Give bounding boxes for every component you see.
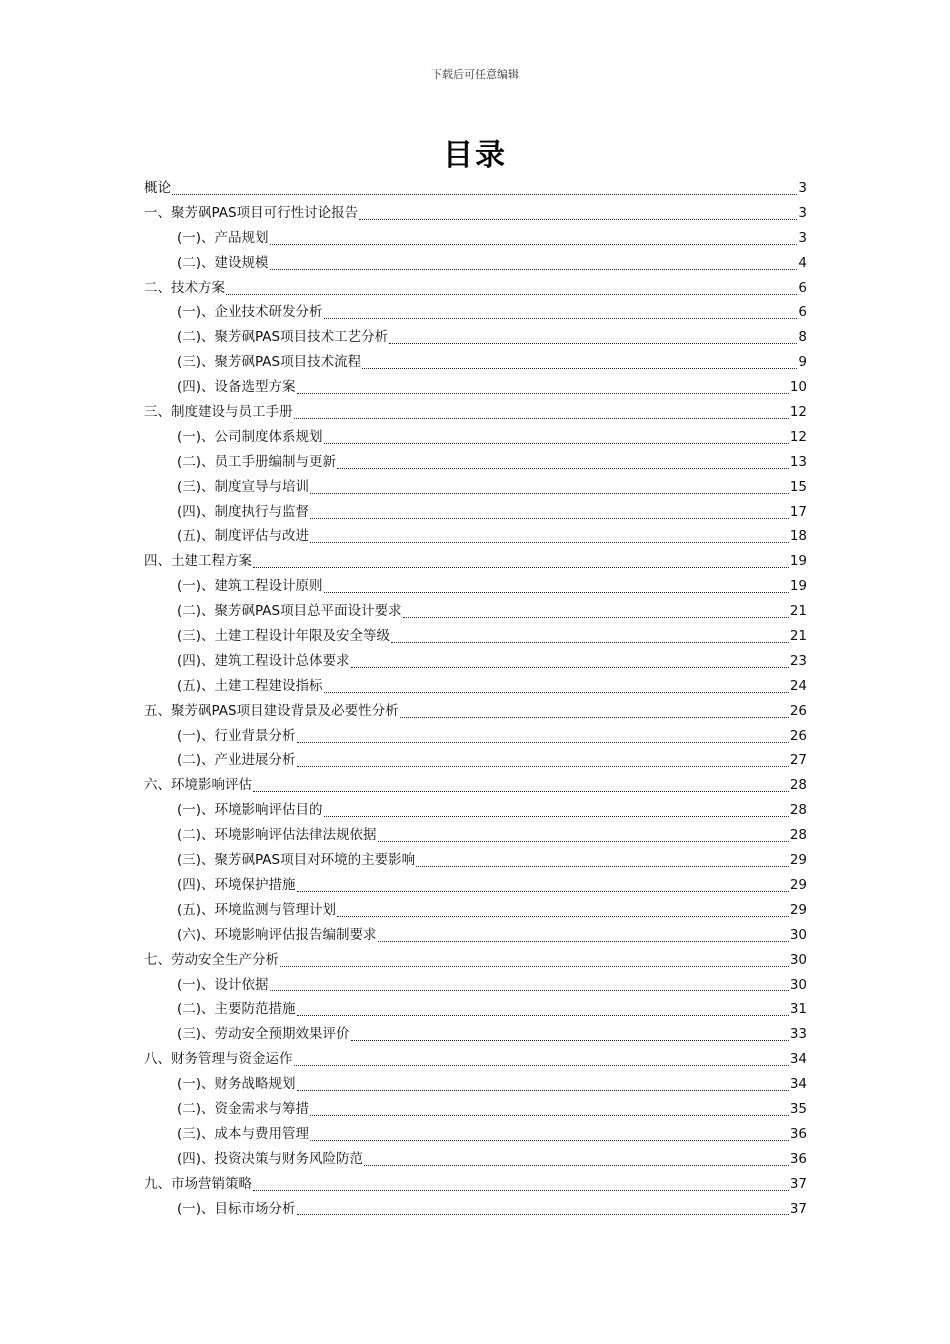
toc-entry-page-number: 3: [798, 204, 807, 221]
toc-entry-page-number: 26: [789, 702, 807, 719]
toc-dot-leader: [364, 1165, 789, 1166]
toc-entry-label: (四)、设备选型方案: [177, 379, 296, 396]
toc-entry-page-number: 28: [789, 827, 807, 844]
toc-entry-page-number: 28: [789, 777, 807, 794]
toc-entry[interactable]: [144, 1097, 807, 1122]
toc-entry[interactable]: [144, 276, 807, 301]
toc-entry-label: 五、聚芳砜PAS项目建设背景及必要性分析: [144, 702, 399, 719]
toc-dot-leader: [297, 1090, 789, 1091]
toc-entry[interactable]: [144, 699, 807, 724]
toc-entry-label: (六)、环境影响评估报告编制要求: [177, 926, 377, 943]
toc-entry[interactable]: [144, 997, 807, 1022]
toc-entry-label: (二)、主要防范措施: [177, 1001, 296, 1018]
toc-dot-leader: [280, 966, 789, 967]
toc-entry-page-number: 29: [789, 852, 807, 869]
toc-entry-label: (一)、行业背景分析: [177, 727, 296, 744]
toc-entry[interactable]: [144, 1147, 807, 1172]
toc-entry-page-number: 36: [789, 1125, 807, 1142]
toc-entry-page-number: 4: [798, 254, 807, 271]
toc-dot-leader: [172, 194, 797, 195]
page-header-note: 下载后可任意编辑: [431, 68, 519, 81]
toc-entry-page-number: 34: [789, 1076, 807, 1093]
toc-entry-page-number: 9: [798, 354, 807, 371]
toc-entry[interactable]: [144, 524, 807, 549]
toc-entry-label: (一)、建筑工程设计原则: [177, 578, 323, 595]
toc-entry-page-number: 35: [789, 1100, 807, 1117]
toc-entry-page-number: 19: [789, 553, 807, 570]
toc-dot-leader: [324, 816, 789, 817]
toc-entry[interactable]: [144, 450, 807, 475]
page-title: 目录: [443, 138, 507, 173]
toc-entry-page-number: 29: [789, 876, 807, 893]
toc-dot-leader: [294, 1065, 789, 1066]
toc-dot-leader: [226, 294, 797, 295]
toc-entry-label: (一)、财务战略规划: [177, 1076, 296, 1093]
toc-entry-page-number: 13: [789, 453, 807, 470]
toc-dot-leader: [324, 318, 798, 319]
toc-entry-page-number: 21: [789, 603, 807, 620]
toc-entry[interactable]: [144, 823, 807, 848]
toc-entry-label: 三、制度建设与员工手册: [144, 404, 293, 421]
toc-entry-label: (五)、土建工程建设指标: [177, 677, 323, 694]
toc-entry[interactable]: [144, 748, 807, 773]
toc-entry[interactable]: [144, 1022, 807, 1047]
toc-dot-leader: [359, 219, 797, 220]
toc-entry-label: (三)、土建工程设计年限及安全等级: [177, 628, 391, 645]
toc-entry-page-number: 19: [789, 578, 807, 595]
toc-entry-label: (二)、环境影响评估法律法规依据: [177, 827, 377, 844]
toc-entry-page-number: 10: [789, 379, 807, 396]
toc-entry-page-number: 17: [789, 503, 807, 520]
toc-entry[interactable]: [144, 948, 807, 973]
toc-entry[interactable]: [144, 549, 807, 574]
toc-entry-page-number: 36: [789, 1150, 807, 1167]
toc-entry-page-number: 34: [789, 1051, 807, 1068]
toc-entry-label: (三)、聚芳砜PAS项目技术流程: [177, 354, 362, 371]
toc-dot-leader: [253, 1190, 789, 1191]
toc-entry-label: (四)、制度执行与监督: [177, 503, 310, 520]
toc-entry-page-number: 37: [789, 1175, 807, 1192]
toc-entry-page-number: 3: [798, 229, 807, 246]
toc-entry[interactable]: [144, 1122, 807, 1147]
toc-entry-label: 七、劳动安全生产分析: [144, 951, 279, 968]
toc-entry-page-number: 24: [789, 677, 807, 694]
toc-dot-leader: [416, 866, 789, 867]
toc-entry-label: (五)、环境监测与管理计划: [177, 901, 337, 918]
toc-entry-label: (二)、员工手册编制与更新: [177, 453, 337, 470]
toc-entry-page-number: 12: [789, 428, 807, 445]
toc-dot-leader: [378, 841, 789, 842]
toc-entry[interactable]: [144, 475, 807, 500]
toc-entry-label: (三)、成本与费用管理: [177, 1125, 310, 1142]
toc-dot-leader: [294, 418, 789, 419]
toc-dot-leader: [337, 916, 789, 917]
toc-dot-leader: [391, 642, 789, 643]
toc-entry-label: 九、市场营销策略: [144, 1175, 252, 1192]
toc-entry-label: (一)、目标市场分析: [177, 1200, 296, 1217]
toc-entry-page-number: 31: [789, 1001, 807, 1018]
toc-dot-leader: [337, 468, 789, 469]
toc-dot-leader: [310, 1115, 789, 1116]
toc-entry-label: (三)、劳动安全预期效果评价: [177, 1026, 350, 1043]
toc-entry[interactable]: [144, 500, 807, 525]
toc-dot-leader: [310, 1140, 789, 1141]
toc-entry-label: 概论: [144, 180, 171, 196]
toc-entry[interactable]: [144, 350, 807, 375]
toc-entry[interactable]: [144, 1047, 807, 1072]
toc-entry-label: (一)、环境影响评估目的: [177, 802, 323, 819]
toc-entry-page-number: 30: [789, 926, 807, 943]
toc-entry-label: (一)、设计依据: [177, 976, 269, 993]
toc-entry[interactable]: [144, 400, 807, 425]
toc-dot-leader: [351, 1040, 789, 1041]
toc-entry-label: (二)、建设规模: [177, 254, 269, 271]
toc-entry-label: (一)、产品规划: [177, 229, 269, 246]
toc-entry[interactable]: [144, 873, 807, 898]
toc-dot-leader: [297, 766, 789, 767]
toc-entry-label: (四)、建筑工程设计总体要求: [177, 652, 350, 669]
toc-entry-page-number: 15: [789, 478, 807, 495]
toc-entry[interactable]: [144, 649, 807, 674]
toc-entry-label: 二、技术方案: [144, 279, 225, 296]
toc-entry[interactable]: [144, 599, 807, 624]
toc-dot-leader: [324, 443, 789, 444]
toc-entry-label: (二)、聚芳砜PAS项目总平面设计要求: [177, 603, 402, 620]
toc-entry[interactable]: [144, 898, 807, 923]
toc-entry-page-number: 27: [789, 752, 807, 769]
toc-entry[interactable]: [144, 226, 807, 251]
toc-dot-leader: [324, 592, 789, 593]
toc-entry[interactable]: [144, 848, 807, 873]
toc-dot-leader: [270, 269, 798, 270]
toc-dot-leader: [400, 717, 789, 718]
toc-entry-page-number: 26: [789, 727, 807, 744]
toc-dot-leader: [310, 542, 789, 543]
toc-entry-page-number: 28: [789, 802, 807, 819]
toc-dot-leader: [253, 791, 789, 792]
toc-entry[interactable]: [144, 1072, 807, 1097]
toc-dot-leader: [270, 990, 789, 991]
toc-entry-page-number: 6: [798, 279, 807, 296]
toc-dot-leader: [253, 567, 789, 568]
toc-entry[interactable]: [144, 773, 807, 798]
toc-dot-leader: [310, 493, 789, 494]
table-of-contents: [144, 176, 807, 1221]
toc-entry-label: (一)、公司制度体系规划: [177, 428, 323, 445]
toc-dot-leader: [310, 518, 789, 519]
toc-entry[interactable]: [144, 574, 807, 599]
toc-entry[interactable]: [144, 375, 807, 400]
toc-entry-page-number: 33: [789, 1026, 807, 1043]
toc-dot-leader: [297, 742, 789, 743]
toc-entry[interactable]: [144, 300, 807, 325]
toc-entry[interactable]: [144, 973, 807, 998]
toc-entry[interactable]: [144, 798, 807, 823]
toc-dot-leader: [389, 343, 797, 344]
toc-entry[interactable]: [144, 624, 807, 649]
toc-entry-label: (五)、制度评估与改进: [177, 528, 310, 545]
toc-entry[interactable]: [144, 724, 807, 749]
toc-entry-page-number: 30: [789, 976, 807, 993]
toc-entry-label: (四)、环境保护措施: [177, 876, 296, 893]
toc-entry-label: (二)、聚芳砜PAS项目技术工艺分析: [177, 329, 389, 346]
toc-entry-label: 一、聚芳砜PAS项目可行性讨论报告: [144, 204, 359, 221]
toc-entry-page-number: 21: [789, 628, 807, 645]
toc-dot-leader: [403, 617, 789, 618]
toc-entry[interactable]: [144, 674, 807, 699]
toc-entry-label: (四)、投资决策与财务风险防范: [177, 1150, 364, 1167]
toc-entry-page-number: 29: [789, 901, 807, 918]
toc-entry[interactable]: [144, 201, 807, 226]
toc-entry-page-number: 3: [798, 180, 807, 196]
toc-dot-leader: [297, 1015, 789, 1016]
toc-entry-label: (一)、企业技术研发分析: [177, 304, 323, 321]
toc-entry-page-number: 30: [789, 951, 807, 968]
toc-dot-leader: [270, 244, 798, 245]
toc-dot-leader: [297, 1214, 789, 1215]
toc-entry-page-number: 37: [789, 1200, 807, 1217]
toc-entry[interactable]: [144, 1197, 807, 1222]
toc-dot-leader: [362, 368, 797, 369]
toc-entry[interactable]: [144, 325, 807, 350]
toc-entry[interactable]: [144, 251, 807, 276]
toc-dot-leader: [297, 393, 789, 394]
toc-entry-label: (二)、资金需求与筹措: [177, 1100, 310, 1117]
toc-entry-page-number: 6: [798, 304, 807, 321]
toc-entry-page-number: 12: [789, 404, 807, 421]
toc-entry[interactable]: [144, 923, 807, 948]
toc-entry-page-number: 18: [789, 528, 807, 545]
toc-entry-label: (三)、制度宣导与培训: [177, 478, 310, 495]
toc-entry[interactable]: [144, 1172, 807, 1197]
toc-entry[interactable]: [144, 425, 807, 450]
toc-entry[interactable]: [144, 176, 807, 201]
toc-entry-label: 六、环境影响评估: [144, 777, 252, 794]
toc-entry-label: 八、财务管理与资金运作: [144, 1051, 293, 1068]
toc-dot-leader: [351, 667, 789, 668]
toc-dot-leader: [324, 692, 789, 693]
toc-dot-leader: [297, 891, 789, 892]
toc-entry-label: 四、土建工程方案: [144, 553, 252, 570]
toc-entry-label: (三)、聚芳砜PAS项目对环境的主要影响: [177, 852, 416, 869]
toc-dot-leader: [378, 941, 789, 942]
toc-entry-page-number: 8: [798, 329, 807, 346]
toc-entry-page-number: 23: [789, 652, 807, 669]
toc-entry-label: (二)、产业进展分析: [177, 752, 296, 769]
